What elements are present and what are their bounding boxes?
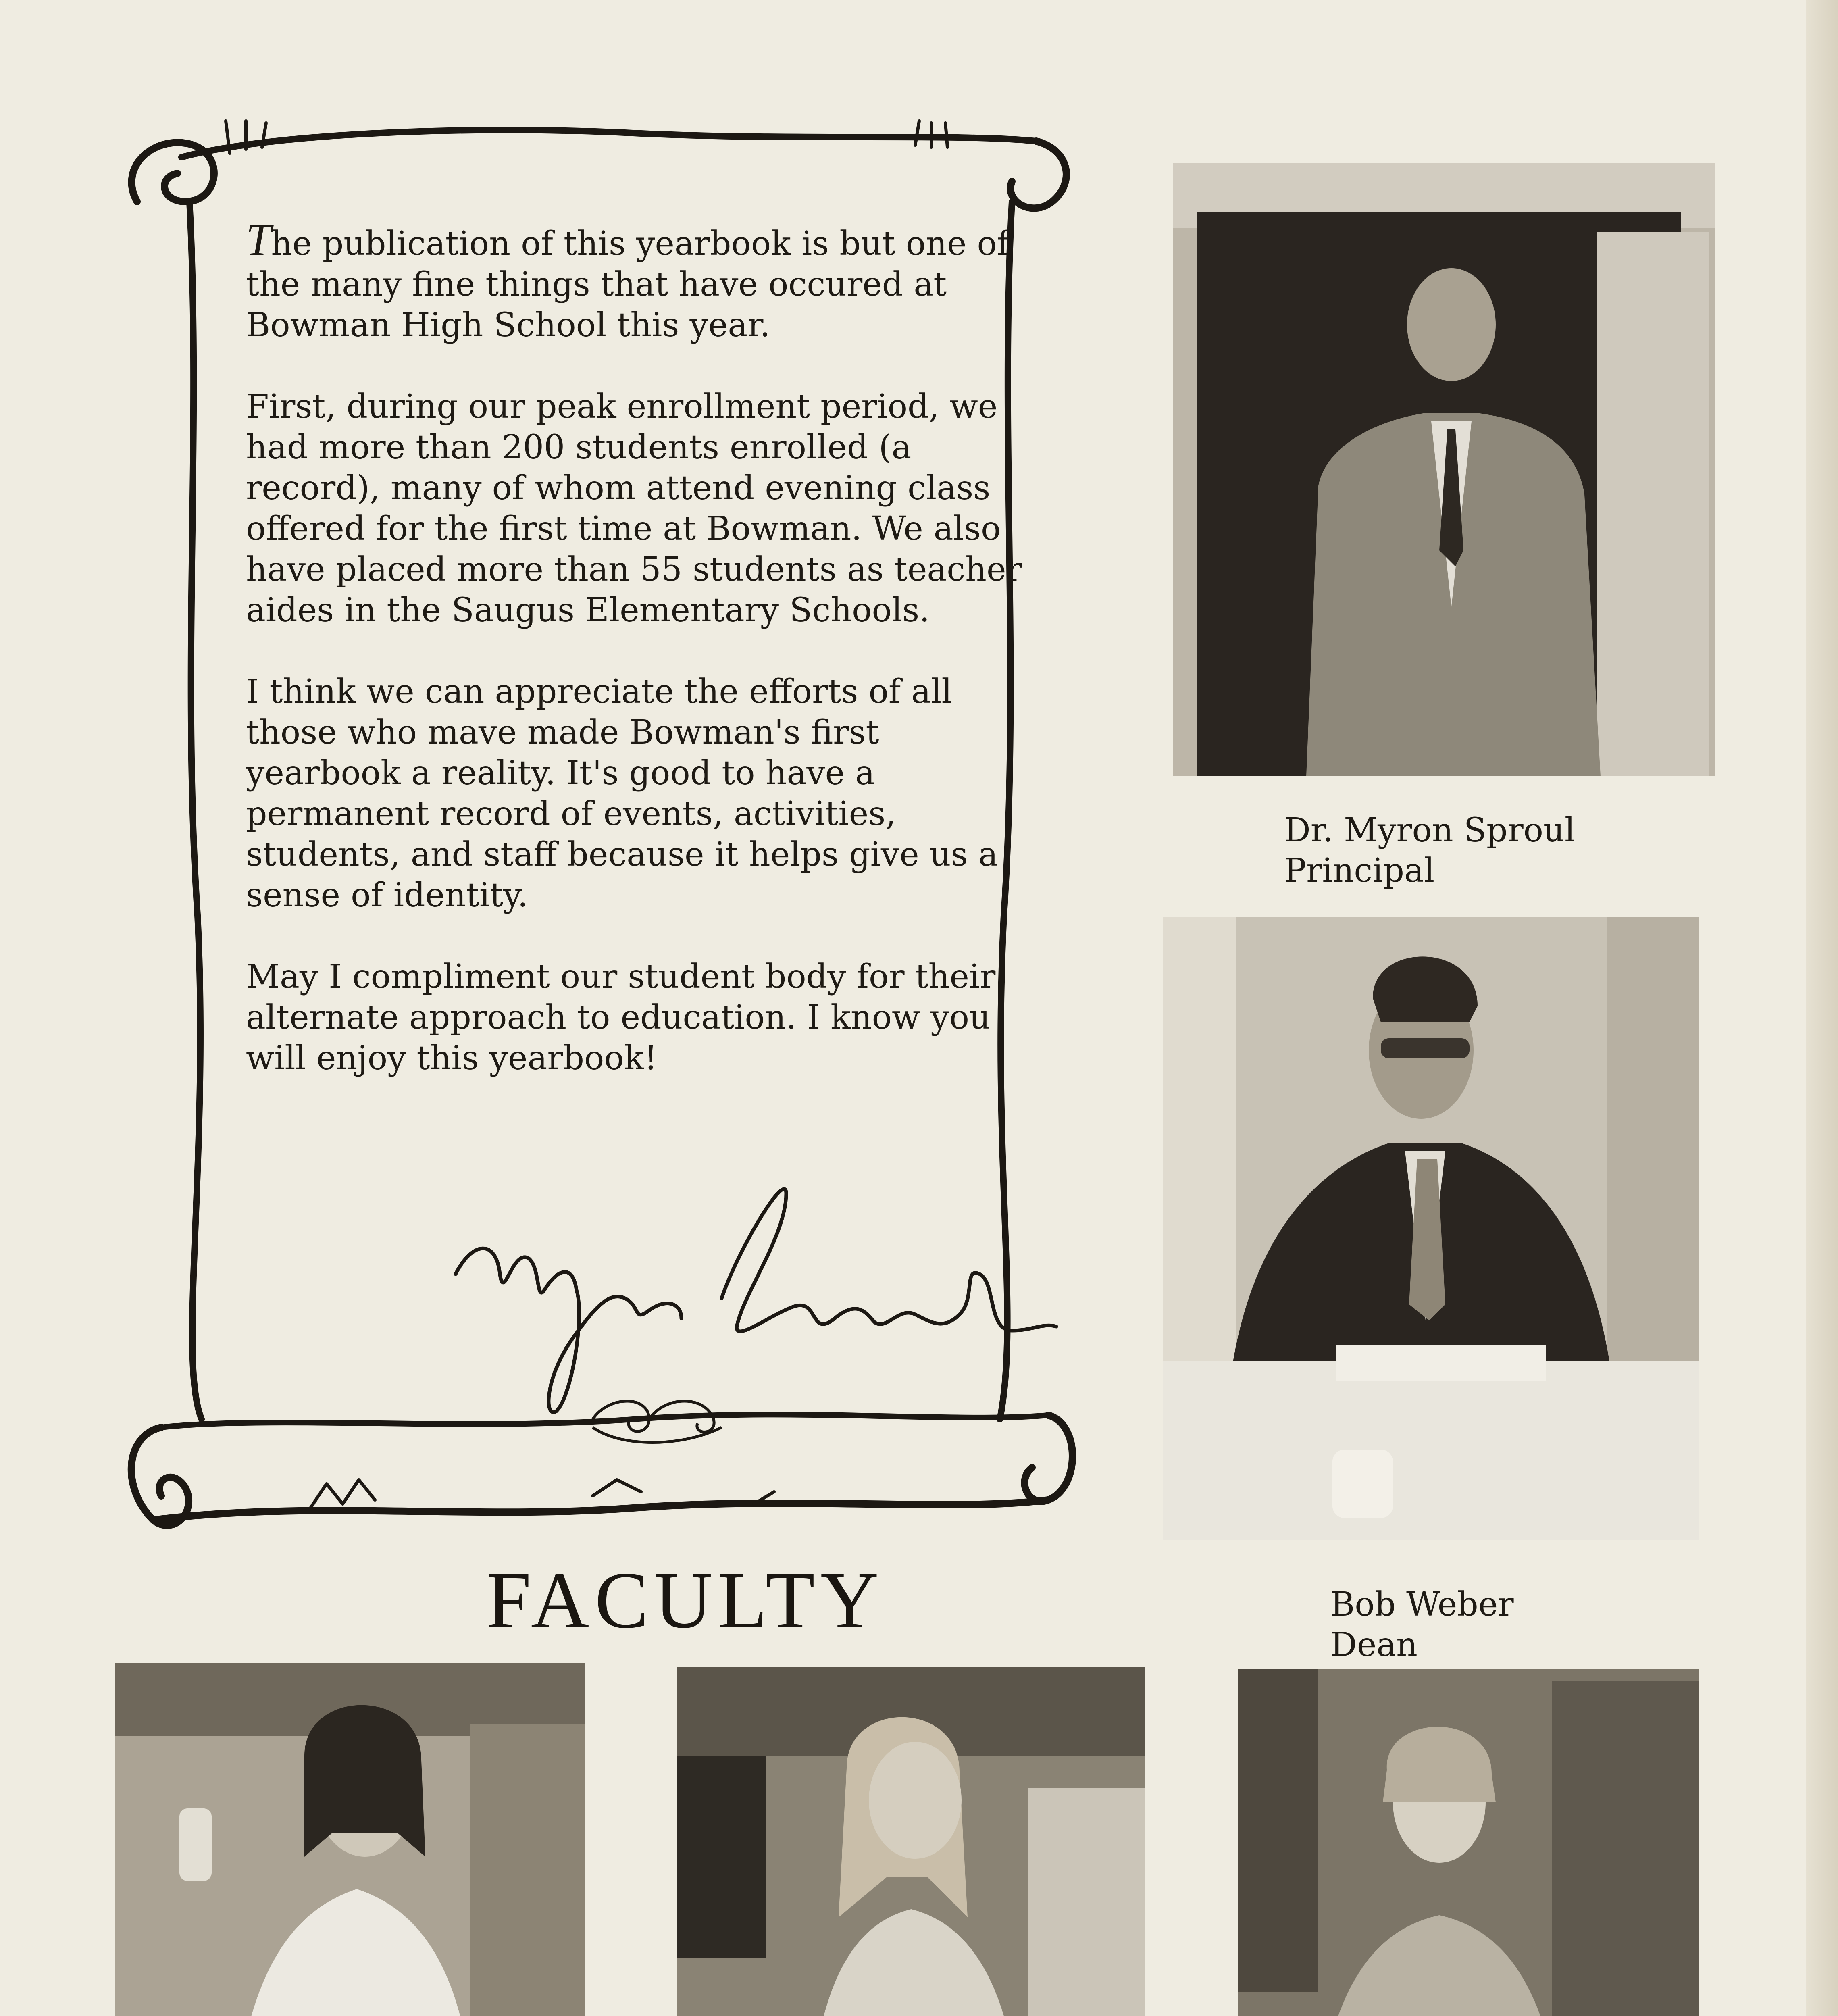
caption-principal <box>1284 810 1575 891</box>
photo-principal <box>1173 163 1715 776</box>
letter-paragraph-4: May I compliment our student body for their alternate approach to education. I know you will enjoy this yearbook! <box>246 958 996 1077</box>
letter-paragraph-2: First, during our peak enrollment period, we had more than 200 students enrolled (a record), many of whom attend evening class offered for the first time at Bowman. We also have placed more than 55 students as teacher aides in the Saugus Elementary Schools. <box>246 387 1022 629</box>
staff-title: Dean <box>1330 1626 1418 1664</box>
letter-paragraph-1: The publication of this yearbook is but one of the many fine things that have occured at Bowman High School this year. <box>246 215 1010 344</box>
photo-dean <box>1163 917 1699 1540</box>
signature-myron-sproul <box>439 1169 1064 1468</box>
principal-letter <box>246 215 1028 1119</box>
staff-name: Bob Weber <box>1330 1585 1514 1624</box>
page-spine-shadow <box>1806 0 1838 2016</box>
page-title: FACULTY <box>486 1556 885 1645</box>
photo-attendance <box>677 1667 1145 2016</box>
drop-cap: T <box>246 215 271 265</box>
staff-name: Dr. Myron Sproul <box>1284 811 1576 850</box>
photo-secretary <box>1238 1669 1699 2016</box>
letter-paragraph-3: I think we can appreciate the efforts of all those who mave made Bowman's first yearbook a reality. It's good to have a permanent record of events, activities, students, and staff because it helps give us a sense of identity. <box>246 673 998 914</box>
staff-title: Principal <box>1284 852 1435 890</box>
caption-dean <box>1330 1585 1514 1665</box>
photo-counselor <box>115 1663 585 2016</box>
